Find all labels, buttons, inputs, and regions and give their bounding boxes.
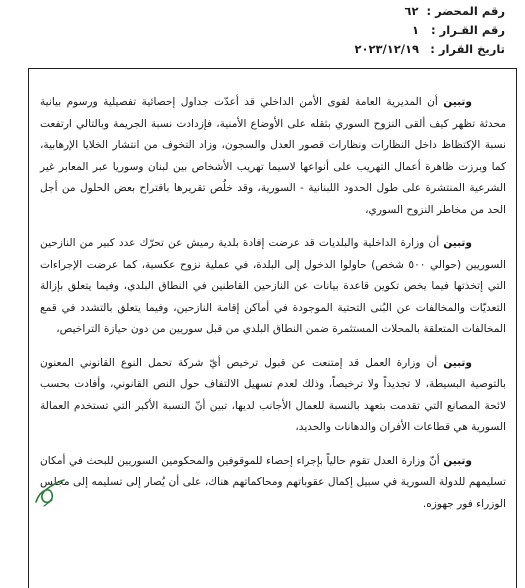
- paragraph: [40, 353, 506, 439]
- paragraph-text: أن وزارة الداخلية والبلديات قد عرضت إفادة بلدية رميش عن تحرّك عدد كبير من النازحين السوريين (حوالي ٥٠٠ شخص) حاولوا الدخول إلى البلدة، في عملية نزوح عكسية، كما عرضت الإجراءات التي إتخذتها فيما يخص تكوين قاعدة بيانات عن النازحين القاطنين في النطاق البلدي، وفيما يتعلق بإزالة التعديّات والمخالفات عن البُنى التحتية الموجودة في أماكن إقامة النازحين، وفيما يتعلق بالتشدد في قمع المخالفات المتعلقة بالمحلات المستثمرة ضمن النطاق البلدي من قبل سوريين من دون حيازة التراخيص،: [40, 237, 506, 335]
- document-body: [40, 92, 506, 527]
- decision-number-value: ١: [411, 23, 419, 37]
- paragraph-lead: وتبين: [443, 237, 472, 249]
- paragraph: [40, 451, 506, 516]
- handwritten-signature: [30, 472, 70, 512]
- paragraph-lead: وتبين: [443, 454, 472, 467]
- decision-date-row: [285, 40, 505, 59]
- paragraph-lead: وتبين: [443, 356, 472, 369]
- decision-number-label: رقم القـرار :: [431, 23, 505, 37]
- minutes-number-row: [285, 2, 505, 21]
- minutes-number-label: رقم المحضر :: [426, 4, 505, 18]
- document-header: [285, 2, 505, 59]
- paragraph-text: أن وزارة العمل قد إمتنعت عن قبول ترخيص أيّ شركة تحمل النوع القانوني المعنون بالتوصية البسيطة، لا تجديداً ولا ترخيصاً، وذلك لعدم تسهيل الالتفاف حول النص القانوني، وأفادت بحسب لائحة المصانع التي تقدمت بتعهد بالنسبة للعمال الأجانب لديها، تبين أنّ النسبة الأكبر التي تستخدم العمالة السورية هي قطاعات الأفران والدهانات والحديد،: [40, 356, 506, 433]
- decision-number-row: [285, 21, 505, 40]
- paragraph-text: أنّ وزارة العدل تقوم حالياً بإجراء إحصاء للموقوفين والمحكومين السوريين للبحث في أمكان تسليمهم للدولة السورية في سبيل إكمال عقوباتهم ومحاكماتهم هناك، على أن يُصار إلى تسليمه إلى مجلس الوزراء فور جهوزه.: [40, 454, 506, 510]
- paragraph: [40, 92, 506, 221]
- decision-date-value: ٢٠٢٣/١٢/١٩: [354, 42, 419, 56]
- paragraph: [40, 233, 506, 341]
- paragraph-lead: وتبين: [443, 96, 472, 108]
- decision-date-label: تاريخ القرار :: [430, 42, 505, 56]
- minutes-number-value: ٦٢: [404, 4, 419, 18]
- paragraph-text: أن المديرية العامة لقوى الأمن الداخلي قد أعدّت جداول إحصائية تفصيلية ورسوم بيانية محدثة تظهر كيف ألقى النزوح السوري بثقله على الأوضاع الأمنية، فإزدادت نسبة الجريمة وبالتالي ارتفعت نسبة الإكتظاظ داخل النظارات ونظارات قصور العدل والسجون، وزاد التخوف من انتشار الخلايا الإرهابية، كما وبرزت ظاهرة أعمال التهريب على أنواعها لاسيما تهريب الأشخاص بين لبنان وسوريا عبر المعابر غير الشرعية المنتشرة على طول الحدود اللبنانية - السورية، وقد خلُص تقريرها باقتراح بعض الحلول من أجل الحد من مخاطر النزوح السوري،: [40, 96, 506, 216]
